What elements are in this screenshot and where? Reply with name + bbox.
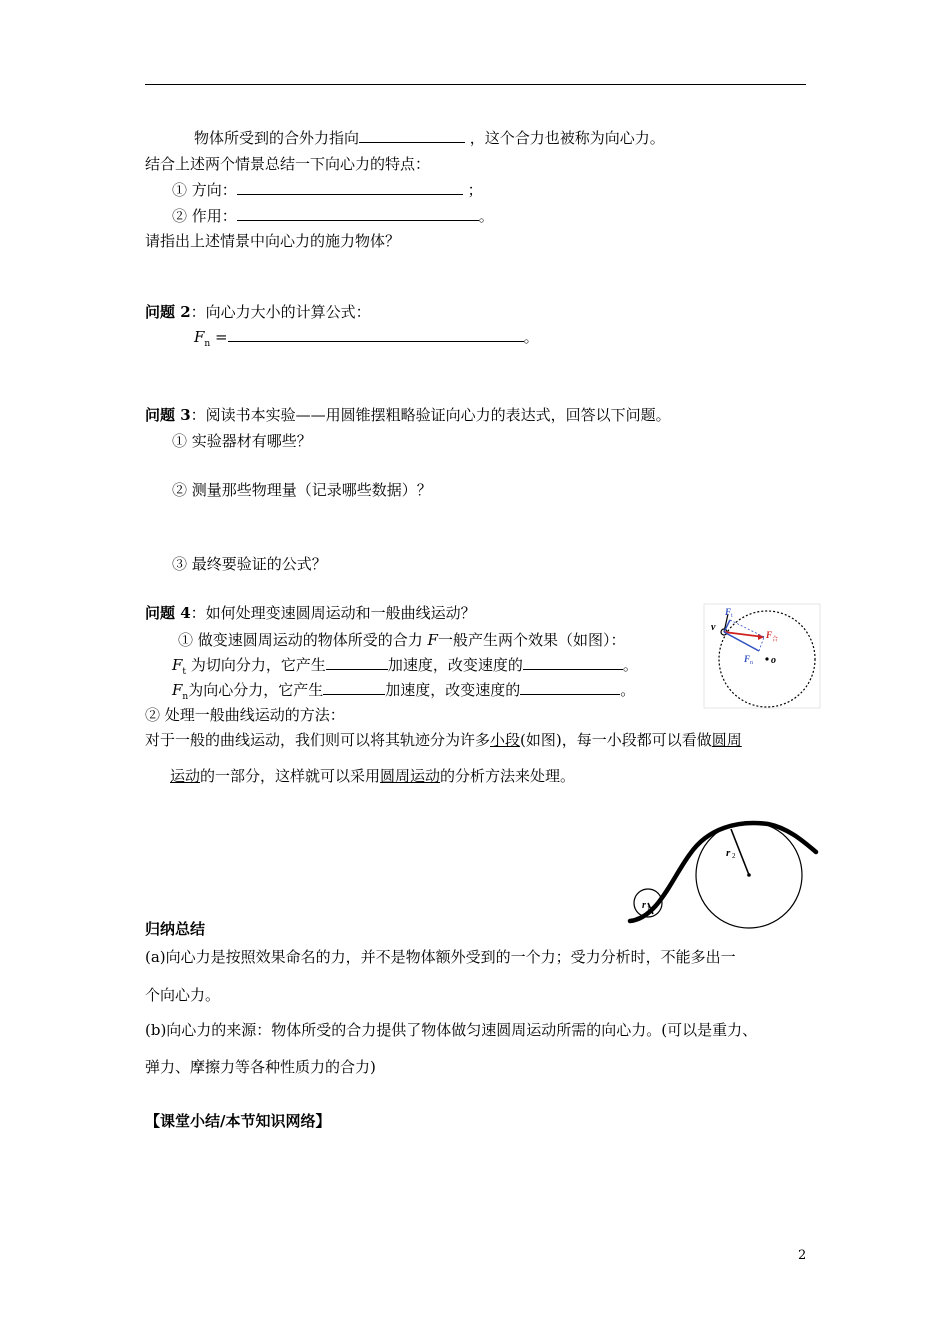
knowledge-network-title: 【课堂小结/本节知识网络】 [145, 1112, 331, 1130]
q3-item-3: ③ 最终要验证的公式？ [172, 555, 327, 573]
blank-direction[interactable] [359, 127, 465, 143]
blank-direction-2[interactable] [237, 179, 463, 195]
q4-item-1-text: ① 做变速圆周运动的物体所受的合力 [178, 631, 428, 649]
fn-symbol: F [172, 681, 183, 699]
force-decomposition-figure [704, 604, 820, 708]
ft-end: 。 [622, 656, 638, 674]
q2-formula [194, 326, 539, 349]
q2-title: 问题 2 [145, 303, 191, 321]
r1-label: r [642, 900, 646, 911]
para-underline-4: 圆周运动 [380, 767, 441, 785]
effect-label: ② 作用： [172, 207, 237, 225]
intro-line-1-text: 物体所受到的合外力指向 [194, 129, 360, 147]
fn-text-b: 加速度，改变速度的 [385, 681, 521, 699]
fn-end: 。 [620, 681, 636, 699]
intro-line-1-end: ，这个合力也被称为向心力。 [469, 129, 665, 147]
blank-formula[interactable] [228, 326, 524, 342]
summary-b-line-1: (b)向心力的来源：物体所受的合力提供了物体做匀速圆周运动所需的向心力。(可以是重力、 [145, 1021, 758, 1039]
direction-end: ； [467, 181, 483, 199]
r2-label-sub: 2 [732, 852, 736, 860]
q3-item-1: ① 实验器材有哪些？ [172, 432, 312, 450]
blank-fn-accel[interactable] [323, 679, 385, 695]
blank-ft-accel[interactable] [326, 654, 388, 670]
summary-a-line-1: (a)向心力是按照效果命名的力，并不是物体额外受到的一个力；受力分析时，不能多出一 [145, 948, 736, 966]
q2-text: ：向心力大小的计算公式： [190, 303, 371, 321]
formula-symbol: F [194, 328, 205, 346]
fsum-label: F [766, 630, 773, 640]
q4-fn-row [172, 679, 635, 702]
intro-line-1 [194, 127, 665, 148]
ft-label-sub: t [731, 613, 733, 619]
effect-end: 。 [478, 207, 494, 225]
formula-end: 。 [523, 328, 539, 346]
r1-label-sub: 1 [647, 906, 650, 912]
q3-heading [145, 404, 671, 425]
intro-effect-row [172, 205, 494, 226]
fn-label: F [744, 654, 751, 664]
figure-1-border [704, 604, 820, 708]
v-label: v [711, 622, 716, 633]
center-dot [765, 657, 768, 660]
blank-ft-change[interactable] [523, 654, 623, 670]
para-text-a: 对于一般的曲线运动，我们则可以将其轨迹分为许多 [145, 731, 491, 749]
q4-paragraph-line-1 [145, 729, 742, 750]
curved-trajectory [630, 823, 816, 921]
q4-title: 问题 4 [145, 604, 191, 622]
para-text-b: (如图)，每一小段都可以看做 [520, 731, 712, 749]
q4-item-2: ② 处理一般曲线运动的方法： [145, 706, 345, 724]
q4-item-1 [178, 629, 625, 650]
para-underline-1: 小段 [490, 731, 521, 749]
fn-subscript: n [182, 692, 189, 702]
q3-text: ：阅读书本实验——用圆锥摆粗略验证向心力的表达式，回答以下问题。 [190, 406, 671, 424]
intro-direction-row [172, 179, 483, 200]
ft-label: F [725, 607, 732, 617]
q3-item-2: ② 测量那些物理量（记录哪些数据）？ [172, 481, 432, 499]
formula-subscript: n [204, 339, 211, 349]
curve-segment-figure [628, 816, 828, 926]
fn-label-sub: n [750, 660, 753, 666]
para-text-c: 的一部分，这样就可以采用 [200, 767, 381, 785]
q4-ft-row [172, 654, 638, 677]
q4-text: ：如何处理变速圆周运动和一般曲线运动？ [190, 604, 476, 622]
intro-line-5: 请指出上述情景中向心力的施力物体？ [145, 232, 401, 250]
header-rule [145, 84, 806, 85]
ft-text-a: 为切向分力，它产生 [186, 656, 326, 674]
page-number: 2 [798, 1248, 807, 1263]
ft-symbol: F [172, 656, 183, 674]
intro-line-2: 结合上述两个情景总结一下向心力的特点： [145, 155, 431, 173]
summary-b-line-2: 弹力、摩擦力等各种性质力的合力) [145, 1058, 376, 1076]
summary-a-line-2: 个向心力。 [145, 986, 221, 1004]
q4-item-1-end: 一般产生两个效果（如图）： [437, 631, 626, 649]
para-underline-3: 运动 [170, 767, 201, 785]
o-label: o [771, 655, 776, 666]
large-circle-center [747, 873, 751, 877]
summary-title: 归纳总结 [145, 920, 206, 938]
para-text-d: 的分析方法来处理。 [440, 767, 576, 785]
q4-heading [145, 602, 476, 623]
formula-equals: = [210, 328, 228, 346]
blank-fn-change[interactable] [520, 679, 620, 695]
para-underline-2: 圆周 [711, 731, 742, 749]
ft-subscript: t [182, 667, 187, 677]
q2-heading [145, 301, 371, 322]
q3-title: 问题 3 [145, 406, 191, 424]
r2-label: r [726, 847, 731, 859]
fn-text-a: 为向心分力，它产生 [188, 681, 324, 699]
blank-effect[interactable] [237, 205, 479, 221]
ft-text-b: 加速度，改变速度的 [387, 656, 523, 674]
fsum-label-sub: 合 [772, 637, 779, 643]
q4-paragraph-line-2 [170, 765, 575, 786]
direction-label: ① 方向： [172, 181, 237, 199]
q4-item-1-symbol: F [427, 631, 438, 649]
